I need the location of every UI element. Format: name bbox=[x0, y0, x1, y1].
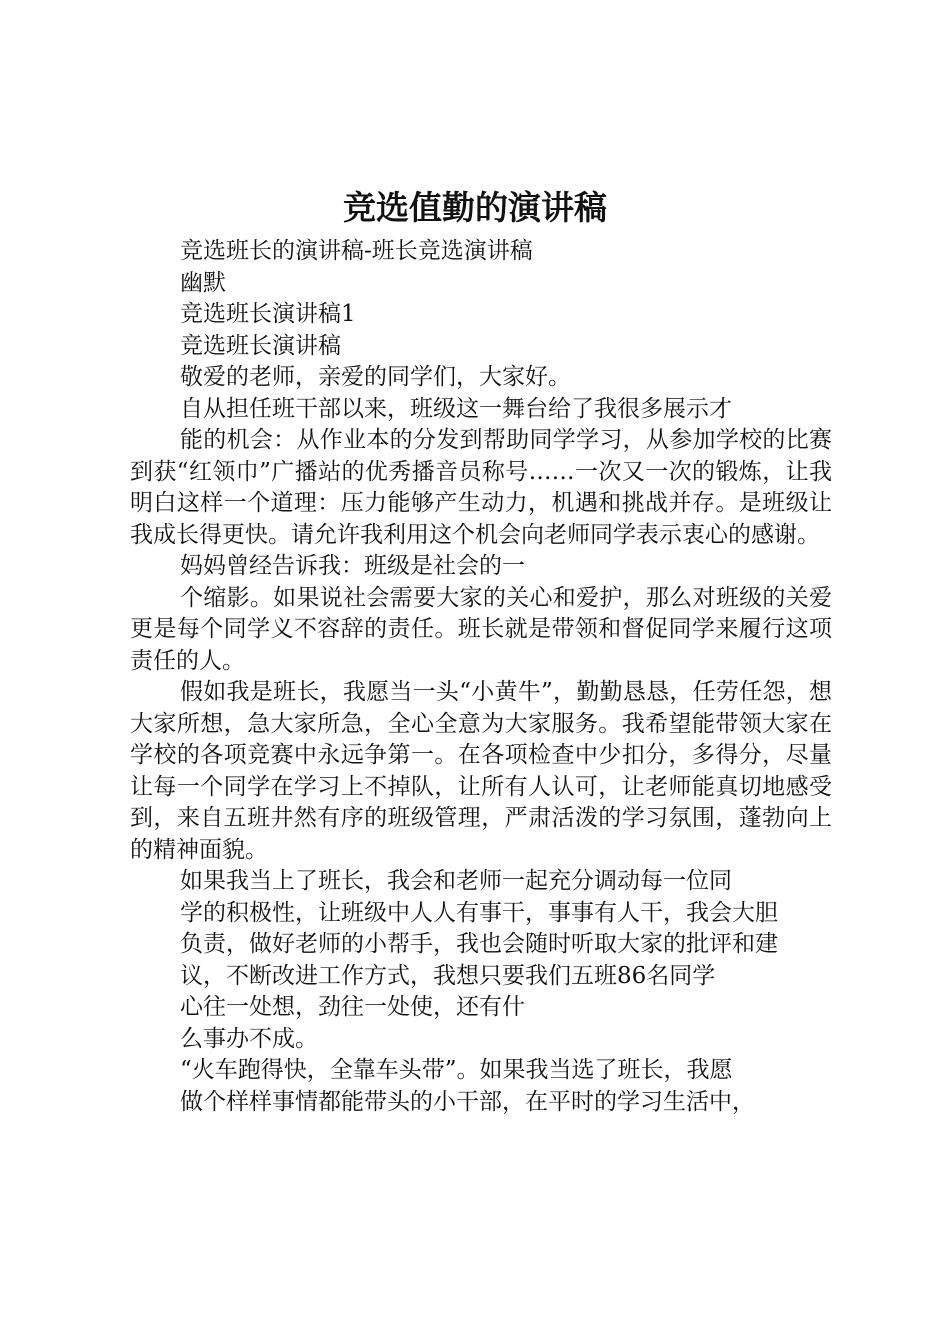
paragraph: 议，不断改进工作方式，我想只要我们五班86名同学 bbox=[180, 962, 716, 989]
paragraph: 能的机会：从作业本的分发到帮助同学学习，从参加学校的比赛到获“红领巾”广播站的优秀播音员称号……一次又一次的锻炼，让我明白这样一个道理：压力能够产生动力，机遇和挑战并存。是班级让我成长得更快。请允许我利用这个机会向老师同学表示衷心的感谢。 bbox=[130, 427, 832, 548]
paragraph: 自从担任班干部以来，班级这一舞台给了我很多展示才 bbox=[180, 395, 732, 422]
paragraph: 幽默 bbox=[180, 269, 226, 296]
paragraph: 做个样样事情都能带头的小干部，在平时的学习生活中， bbox=[180, 1088, 755, 1115]
paragraph: 敬爱的老师，亲爱的同学们，大家好。 bbox=[180, 364, 571, 390]
paragraph: 假如我是班长，我愿当一头“小黄牛”，勤勤恳恳，任劳任怨，想大家所想，急大家所急，全心全意为大家服务。我希望能带领大家在学校的各项竞赛中永远争第一。在各项检查中少扣分，多得分，尽量让每一个同学在学习上不掉队，让所有人认可，让老师能真切地感受到，来自五班井然有序的班级管理，严肃活泼的学习氛围，蓬勃向上的精神面貌。 bbox=[130, 679, 832, 863]
paragraph: 心往一处想，劲往一处使，还有什 bbox=[180, 994, 525, 1020]
paragraph: 竞选班长演讲稿1 bbox=[180, 301, 356, 327]
paragraph: 如果我当上了班长，我会和老师一起充分调动每一位同 bbox=[180, 868, 732, 894]
paragraph: 竞选班长演讲稿 bbox=[180, 332, 341, 359]
paragraph: 么事办不成。 bbox=[180, 1025, 318, 1052]
paragraph: 竞选班长的演讲稿-班长竞选演讲稿 bbox=[180, 238, 533, 264]
paragraph: 个缩影。如果说社会需要大家的关心和爱护，那么对班级的关爱更是每个同学义不容辞的责任。班长就是带领和督促同学来履行这项责任的人。 bbox=[130, 584, 832, 674]
document-body bbox=[130, 236, 832, 1118]
paragraph: 学的积极性，让班级中人人有事干，事事有人干，我会大胆 bbox=[180, 899, 778, 926]
paragraph: 负责，做好老师的小帮手，我也会随时听取大家的批评和建 bbox=[180, 931, 778, 957]
paragraph: “火车跑得快，全靠车头带”。如果我当选了班长，我愿 bbox=[180, 1057, 733, 1083]
paragraph: 妈妈曾经告诉我：班级是社会的一 bbox=[180, 553, 525, 579]
document-title: 竞选值勤的演讲稿 bbox=[343, 188, 607, 227]
